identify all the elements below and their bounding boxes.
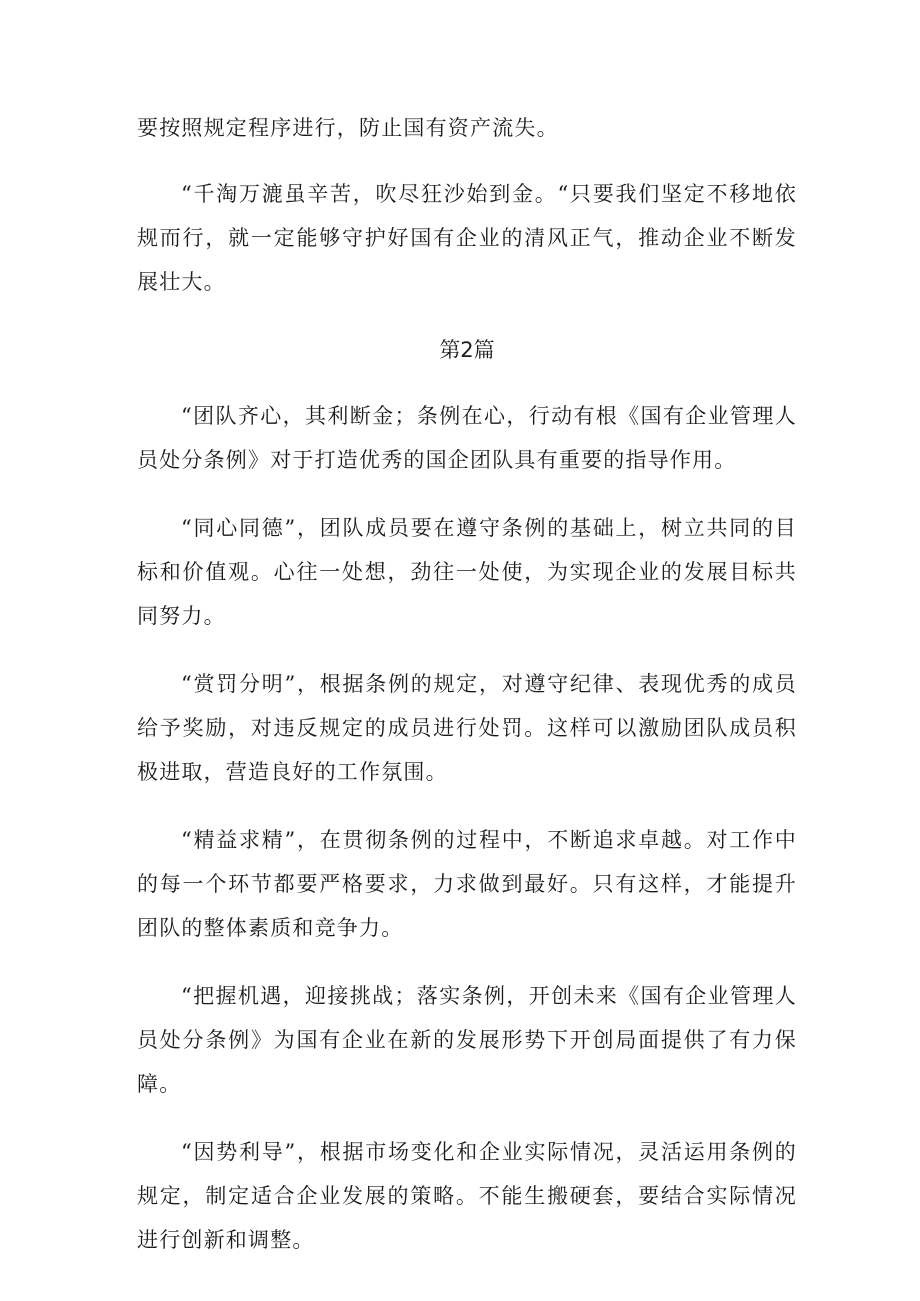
paragraph-opportunity: “把握机遇，迎接挑战；落实条例，开创未来《国有企业管理人员处分条例》为国有企业在新的发展形势下开创局面提供了有力保障。 <box>137 984 797 1096</box>
paragraph-excellence: “精益求精”，在贯彻条例的过程中，不断追求卓越。对工作中的每一个环节都要严格要求，力求做到最好。只有这样，才能提升团队的整体素质和竞争力。 <box>137 828 797 940</box>
paragraph-adapt: “因势利导”，根据市场变化和企业实际情况，灵活运用条例的规定，制定适合企业发展的策略。不能生搬硬套，要结合实际情况进行创新和调整。 <box>137 1140 797 1252</box>
section-title: 第2篇 <box>439 338 495 362</box>
paragraph-quote-gold: “千淘万漉虽辛苦，吹尽狂沙始到金。“只要我们坚定不移地依规而行，就一定能够守护好国有企业的清风正气，推动企业不断发展壮大。 <box>137 182 797 294</box>
paragraph-continuation: 要按照规定程序进行，防止国有资产流失。 <box>137 116 559 140</box>
paragraph-rewards-penalties: “赏罚分明”，根据条例的规定，对遵守纪律、表现优秀的成员给予奖励，对违反规定的成员进行处罚。这样可以激励团队成员积极进取，营造良好的工作氛围。 <box>137 672 797 784</box>
paragraph-team-unity: “团队齐心，其利断金；条例在心，行动有根《国有企业管理人员处分条例》对于打造优秀的国企团队具有重要的指导作用。 <box>137 404 797 472</box>
document-body <box>137 106 797 1286</box>
paragraph-same-heart: “同心同德”，团队成员要在遵守条例的基础上，树立共同的目标和价值观。心往一处想，劲往一处使，为实现企业的发展目标共同努力。 <box>137 516 797 628</box>
